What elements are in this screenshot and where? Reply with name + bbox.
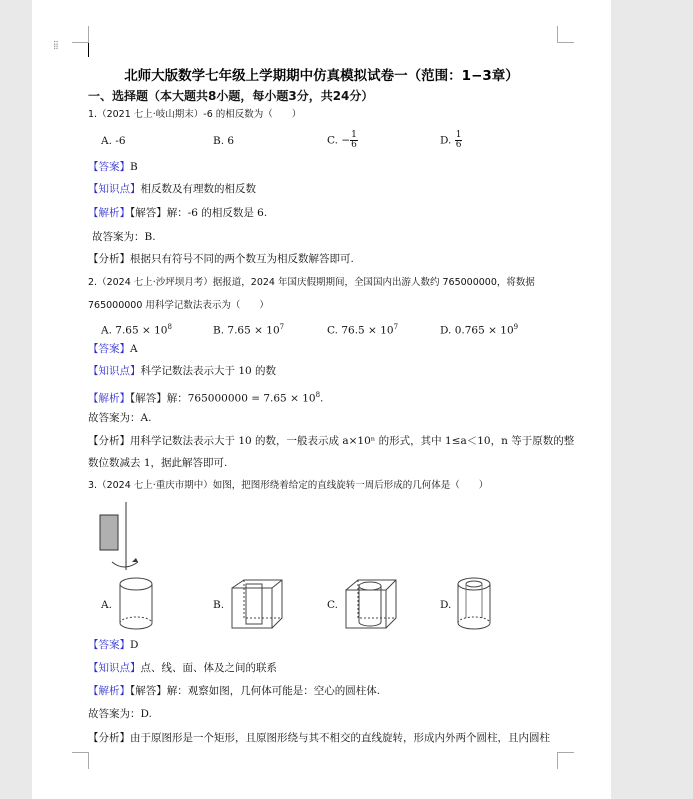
q1-answer: 【答案】B	[88, 161, 138, 173]
rotation-figure	[92, 500, 162, 572]
question-1-stem: 1.（2021 七上·岐山期末）-6 的相反数为（ ）	[88, 109, 302, 120]
question-2-stem-cont: 765000000 用科学记数法表示为（ ）	[88, 300, 269, 311]
q2-option-a[interactable]: A. $7.65 \times 10^8$	[101, 323, 172, 337]
q2-answer: 【答案】A	[88, 343, 138, 355]
box-with-prism-figure	[230, 578, 286, 630]
q3-option-d[interactable]: D.	[440, 599, 452, 611]
q2-fenxi: 【分析】用科学记数法表示大于 10 的数，一般表示成 a×10ⁿ 的形式，其中 1≤a＜10，n 等于原数的整	[88, 435, 575, 447]
q2-fenxi-cont: 数位数减去 1，据此解答即可.	[88, 457, 228, 469]
q2-solution: 【解析】【解答】解：$765000000 = 7.65 \times 10^8$.	[88, 391, 324, 405]
hollow-cylinder-figure	[456, 576, 492, 632]
q1-option-b[interactable]	[213, 134, 234, 148]
q2-knowledge: 【知识点】科学记数法表示大于 10 的数	[88, 365, 277, 377]
document-page	[32, 0, 611, 799]
q1-option-a[interactable]	[101, 134, 126, 148]
text-cursor	[88, 43, 89, 57]
q3-option-c[interactable]: C.	[327, 599, 338, 611]
box-with-cylinder-figure	[344, 578, 400, 630]
q1-knowledge: 【知识点】相反数及有理数的相反数	[88, 183, 256, 195]
q3-answer: 【答案】D	[88, 639, 139, 651]
fraction: $\frac{1}{6}$	[351, 130, 357, 150]
document-title: 北师大版数学七年级上学期期中仿真模拟试卷一（范围：1−3章）	[124, 68, 519, 84]
option-letter: A.	[101, 135, 112, 147]
drag-handle-icon[interactable]: ⁞⁞	[53, 38, 58, 52]
option-letter: B.	[213, 135, 225, 147]
q3-fenxi: 【分析】由于原图形是一个矩形，且原图形绕与其不相交的直线旋转，形成内外两个圆柱，且内圆柱	[88, 732, 550, 744]
option-text: −	[341, 134, 351, 147]
q2-option-c[interactable]: C. $76.5 \times 10^7$	[327, 323, 399, 337]
q3-option-a[interactable]: A.	[101, 599, 112, 611]
q2-final: 故答案为：A.	[88, 412, 152, 424]
q1-option-d[interactable]	[440, 131, 462, 150]
q3-final: 故答案为：D.	[88, 708, 152, 720]
section-heading: 一、选择题（本大题共8小题，每小题3分，共24分）	[88, 89, 374, 103]
q2-option-d[interactable]: D. $0.765 \times 10^9$	[440, 323, 519, 337]
option-letter: D.	[440, 134, 452, 147]
question-3-stem: 3.（2024 七上·重庆市期中）如图，把图形绕着给定的直线旋转一周后形成的几何体是（ ）	[88, 480, 489, 491]
margin-corner-mark	[72, 26, 89, 43]
q3-option-b[interactable]: B.	[213, 599, 225, 611]
q1-option-c[interactable]	[327, 131, 358, 150]
option-text: -6	[115, 135, 126, 147]
margin-corner-mark	[557, 752, 574, 769]
fraction: $\frac{1}{6}$	[455, 130, 462, 150]
margin-corner-mark	[72, 752, 89, 769]
q1-final: 故答案为：B.	[92, 231, 156, 243]
solid-cylinder-figure	[118, 576, 154, 632]
q1-fenxi: 【分析】根据只有符号不同的两个数互为相反数解答即可.	[88, 253, 354, 265]
q3-solution: 【解析】【解答】解：观察如图，几何体可能是：空心的圆柱体.	[88, 685, 381, 697]
question-2-stem: 2.（2024 七上·沙坪坝月考）据报道，2024 年国庆假期期间，全国国内出游人数约 765000000，将数据	[88, 277, 535, 288]
option-letter: C.	[327, 134, 338, 147]
q2-option-b[interactable]: B. $7.65 \times 10^7$	[213, 323, 285, 337]
option-text: 6	[227, 135, 235, 147]
q3-knowledge: 【知识点】点、线、面、体及之间的联系	[88, 662, 277, 674]
margin-corner-mark	[557, 26, 574, 43]
q1-solution: 【解析】【解答】解：-6 的相反数是 6.	[88, 207, 268, 219]
